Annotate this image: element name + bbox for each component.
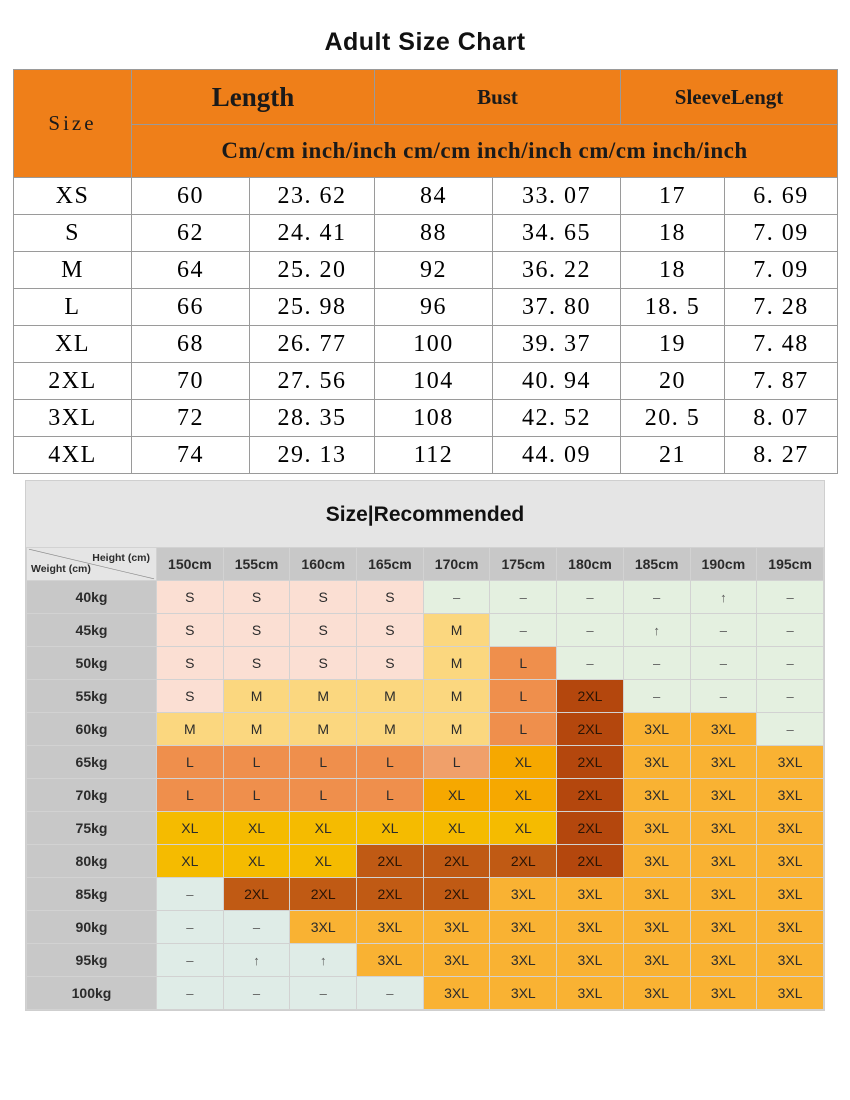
column-header-height: 180cm [557, 548, 624, 581]
cell-bust-cm: 100 [375, 326, 493, 363]
recommended-size-cell: 3XL [557, 878, 624, 911]
recommended-size-cell: 3XL [623, 845, 690, 878]
header-length: Length [132, 70, 375, 125]
header-size: Size [14, 70, 132, 178]
header-bust: Bust [375, 70, 621, 125]
table-row [27, 812, 824, 845]
recommended-size-cell: 3XL [623, 713, 690, 746]
recommended-size-cell: 3XL [623, 977, 690, 1010]
recommended-size-cell: – [223, 977, 290, 1010]
recommended-size-cell: 2XL [557, 845, 624, 878]
weight-axis-label: Weight (cm) [31, 563, 91, 575]
recommended-size-cell: 3XL [423, 944, 490, 977]
recommended-size-cell: 2XL [557, 746, 624, 779]
recommended-size-cell: 3XL [623, 944, 690, 977]
row-header-weight: 85kg [27, 878, 157, 911]
cell-sleeve-inch: 7. 48 [725, 326, 838, 363]
recommended-size-cell: L [223, 779, 290, 812]
row-header-weight: 45kg [27, 614, 157, 647]
recommended-size-cell: M [357, 713, 424, 746]
recommended-size-cell: 3XL [690, 713, 757, 746]
cell-sleeve-cm: 18. 5 [621, 289, 725, 326]
cell-length-inch: 25. 20 [250, 252, 375, 289]
cell-size: 3XL [14, 400, 132, 437]
recommended-size-cell: M [223, 680, 290, 713]
table-row [27, 746, 824, 779]
table-row [27, 713, 824, 746]
recommended-size-cell: 3XL [690, 911, 757, 944]
cell-sleeve-cm: 20 [621, 363, 725, 400]
recommended-size-cell: – [357, 977, 424, 1010]
cell-bust-inch: 42. 52 [493, 400, 621, 437]
cell-bust-inch: 39. 37 [493, 326, 621, 363]
recommended-size-cell: XL [157, 812, 224, 845]
recommended-size-cell: XL [223, 845, 290, 878]
recommended-size-cell: 3XL [623, 812, 690, 845]
cell-sleeve-cm: 21 [621, 437, 725, 474]
recommended-size-cell: 3XL [490, 878, 557, 911]
cell-length-inch: 27. 56 [250, 363, 375, 400]
row-header-weight: 55kg [27, 680, 157, 713]
cell-sleeve-inch: 6. 69 [725, 178, 838, 215]
size-recommendation-table [26, 547, 824, 1010]
recommended-title: Size|Recommended [26, 481, 824, 547]
recommended-size-cell: – [490, 581, 557, 614]
table-row [14, 326, 838, 363]
recommended-size-cell: 3XL [690, 746, 757, 779]
column-header-height: 150cm [157, 548, 224, 581]
recommended-size-cell: ↑ [623, 614, 690, 647]
recommended-size-cell: S [157, 647, 224, 680]
recommended-size-cell: – [623, 680, 690, 713]
recommended-size-cell: – [223, 911, 290, 944]
cell-sleeve-inch: 7. 28 [725, 289, 838, 326]
recommended-size-cell: – [690, 614, 757, 647]
cell-sleeve-cm: 20. 5 [621, 400, 725, 437]
recommended-size-cell: 3XL [757, 845, 824, 878]
cell-size: S [14, 215, 132, 252]
cell-bust-cm: 84 [375, 178, 493, 215]
recommended-size-cell: S [223, 614, 290, 647]
cell-size: M [14, 252, 132, 289]
recommended-size-cell: – [423, 581, 490, 614]
axis-corner-cell [27, 548, 157, 581]
row-header-weight: 80kg [27, 845, 157, 878]
recommended-size-cell: 3XL [757, 779, 824, 812]
row-header-weight: 95kg [27, 944, 157, 977]
column-header-height: 160cm [290, 548, 357, 581]
recommended-size-cell: S [290, 614, 357, 647]
recommended-size-cell: 2XL [557, 680, 624, 713]
recommended-size-cell: – [757, 614, 824, 647]
table-row [27, 944, 824, 977]
recommended-size-cell: 3XL [757, 812, 824, 845]
recommended-size-cell: M [423, 680, 490, 713]
recommended-size-cell: ↑ [223, 944, 290, 977]
cell-bust-cm: 96 [375, 289, 493, 326]
recommended-size-cell: L [223, 746, 290, 779]
recommended-size-cell: L [490, 680, 557, 713]
recommended-size-cell: XL [423, 812, 490, 845]
cell-length-cm: 74 [132, 437, 250, 474]
recommended-size-cell: – [490, 614, 557, 647]
table-row [14, 252, 838, 289]
table-row [14, 363, 838, 400]
column-header-height: 165cm [357, 548, 424, 581]
recommended-size-cell: – [623, 647, 690, 680]
column-header-height: 155cm [223, 548, 290, 581]
recommended-size-cell: M [423, 647, 490, 680]
cell-length-cm: 68 [132, 326, 250, 363]
recommended-size-cell: – [157, 878, 224, 911]
table-row [27, 614, 824, 647]
column-header-height: 185cm [623, 548, 690, 581]
recommended-size-cell: M [290, 680, 357, 713]
cell-size: 4XL [14, 437, 132, 474]
adult-size-chart-section [0, 0, 850, 474]
row-header-weight: 75kg [27, 812, 157, 845]
recommended-size-cell: XL [423, 779, 490, 812]
cell-length-cm: 66 [132, 289, 250, 326]
recommended-size-cell: 3XL [757, 911, 824, 944]
recommended-size-cell: L [290, 746, 357, 779]
recommended-size-cell: 3XL [557, 911, 624, 944]
recommended-size-cell: ↑ [690, 581, 757, 614]
cell-sleeve-inch: 8. 07 [725, 400, 838, 437]
cell-bust-cm: 88 [375, 215, 493, 252]
recommended-size-cell: M [423, 713, 490, 746]
cell-bust-cm: 112 [375, 437, 493, 474]
cell-size: XS [14, 178, 132, 215]
cell-length-inch: 29. 13 [250, 437, 375, 474]
cell-bust-inch: 33. 07 [493, 178, 621, 215]
recommended-size-cell: 3XL [690, 878, 757, 911]
table-row [27, 680, 824, 713]
recommended-size-cell: 3XL [757, 878, 824, 911]
table-row [27, 911, 824, 944]
recommended-size-cell: 3XL [623, 779, 690, 812]
header-sleeve-length: SleeveLengt [621, 70, 838, 125]
adult-size-table [13, 69, 838, 474]
recommended-size-cell: 3XL [557, 977, 624, 1010]
cell-bust-inch: 44. 09 [493, 437, 621, 474]
recommended-size-cell: 3XL [623, 911, 690, 944]
recommended-size-cell: – [690, 680, 757, 713]
recommended-size-cell: XL [490, 746, 557, 779]
recommended-size-cell: – [157, 977, 224, 1010]
cell-bust-inch: 34. 65 [493, 215, 621, 252]
recommended-size-cell: L [490, 713, 557, 746]
table-row [27, 878, 824, 911]
cell-bust-cm: 92 [375, 252, 493, 289]
cell-length-cm: 60 [132, 178, 250, 215]
cell-sleeve-inch: 7. 09 [725, 215, 838, 252]
cell-bust-inch: 37. 80 [493, 289, 621, 326]
recommended-size-cell: L [290, 779, 357, 812]
recommended-size-cell: 3XL [490, 977, 557, 1010]
recommended-size-cell: – [757, 713, 824, 746]
cell-length-inch: 24. 41 [250, 215, 375, 252]
recommended-size-cell: M [157, 713, 224, 746]
row-header-weight: 65kg [27, 746, 157, 779]
recommended-size-cell: 2XL [357, 845, 424, 878]
cell-size: XL [14, 326, 132, 363]
row-header-weight: 100kg [27, 977, 157, 1010]
table-row [27, 977, 824, 1010]
cell-length-inch: 28. 35 [250, 400, 375, 437]
recommended-size-cell: 2XL [490, 845, 557, 878]
recommended-size-cell: 3XL [757, 944, 824, 977]
recommended-size-cell: XL [357, 812, 424, 845]
cell-length-cm: 70 [132, 363, 250, 400]
page-title: Adult Size Chart [324, 28, 526, 56]
cell-bust-inch: 40. 94 [493, 363, 621, 400]
cell-bust-cm: 108 [375, 400, 493, 437]
recommended-size-cell: – [557, 647, 624, 680]
row-header-weight: 70kg [27, 779, 157, 812]
recommended-size-cell: M [223, 713, 290, 746]
recommended-size-cell: 3XL [423, 977, 490, 1010]
cell-length-cm: 62 [132, 215, 250, 252]
recommended-size-cell: XL [290, 812, 357, 845]
recommended-size-cell: ↑ [290, 944, 357, 977]
cell-length-inch: 25. 98 [250, 289, 375, 326]
recommended-size-cell: M [357, 680, 424, 713]
recommended-size-cell: – [757, 581, 824, 614]
recommended-size-cell: XL [157, 845, 224, 878]
cell-bust-cm: 104 [375, 363, 493, 400]
cell-sleeve-inch: 7. 09 [725, 252, 838, 289]
recommended-size-cell: S [357, 581, 424, 614]
size-recommended-section [25, 480, 825, 1011]
cell-sleeve-inch: 7. 87 [725, 363, 838, 400]
cell-size: 2XL [14, 363, 132, 400]
recommended-size-cell: 3XL [690, 845, 757, 878]
recommended-size-cell: – [557, 581, 624, 614]
row-header-weight: 40kg [27, 581, 157, 614]
recommended-size-cell: – [757, 647, 824, 680]
recommended-size-cell: XL [490, 779, 557, 812]
recommended-size-cell: – [157, 911, 224, 944]
column-header-height: 175cm [490, 548, 557, 581]
recommended-size-cell: 3XL [623, 878, 690, 911]
recommended-size-cell: XL [223, 812, 290, 845]
recommended-size-cell: 3XL [357, 911, 424, 944]
recommended-size-cell: S [357, 647, 424, 680]
recommended-size-cell: 2XL [423, 845, 490, 878]
table-row [27, 647, 824, 680]
recommended-size-cell: L [157, 779, 224, 812]
recommended-size-cell: 3XL [357, 944, 424, 977]
recommended-size-cell: XL [290, 845, 357, 878]
recommended-size-cell: L [357, 746, 424, 779]
column-header-height: 170cm [423, 548, 490, 581]
recommended-size-cell: 2XL [357, 878, 424, 911]
cell-length-cm: 72 [132, 400, 250, 437]
recommended-size-cell: 3XL [690, 944, 757, 977]
recommended-size-cell: S [290, 581, 357, 614]
table-units-row [14, 125, 838, 178]
recommended-size-cell: 3XL [690, 812, 757, 845]
row-header-weight: 50kg [27, 647, 157, 680]
table-row [14, 400, 838, 437]
recommended-size-cell: S [157, 680, 224, 713]
row-header-weight: 90kg [27, 911, 157, 944]
table-row [14, 437, 838, 474]
recommended-size-cell: – [557, 614, 624, 647]
column-header-height: 195cm [757, 548, 824, 581]
recommended-size-cell: 3XL [757, 977, 824, 1010]
table-row [27, 845, 824, 878]
recommended-size-cell: 3XL [290, 911, 357, 944]
column-header-height: 190cm [690, 548, 757, 581]
height-axis-label: Height (cm) [92, 552, 150, 564]
recommended-size-cell: S [157, 614, 224, 647]
cell-sleeve-inch: 8. 27 [725, 437, 838, 474]
recommended-size-cell: – [623, 581, 690, 614]
table-row [27, 779, 824, 812]
table-row [14, 178, 838, 215]
cell-sleeve-cm: 18 [621, 252, 725, 289]
table-row [27, 581, 824, 614]
cell-size: L [14, 289, 132, 326]
cell-bust-inch: 36. 22 [493, 252, 621, 289]
recommended-size-cell: – [157, 944, 224, 977]
recommended-size-cell: 3XL [757, 746, 824, 779]
recommended-size-cell: 3XL [490, 911, 557, 944]
recommended-size-cell: – [290, 977, 357, 1010]
recommended-size-cell: 3XL [623, 746, 690, 779]
table-row [14, 289, 838, 326]
cell-sleeve-cm: 17 [621, 178, 725, 215]
header-units: Cm/cm inch/inch cm/cm inch/inch cm/cm inch/inch [132, 125, 838, 178]
recommended-size-cell: M [290, 713, 357, 746]
recommended-size-cell: 3XL [423, 911, 490, 944]
recommended-size-cell: 2XL [290, 878, 357, 911]
recommended-size-cell: 3XL [490, 944, 557, 977]
recommended-size-cell: L [157, 746, 224, 779]
table-row [14, 215, 838, 252]
cell-sleeve-cm: 18 [621, 215, 725, 252]
recommended-size-cell: S [223, 647, 290, 680]
recommended-size-cell: S [157, 581, 224, 614]
cell-length-inch: 26. 77 [250, 326, 375, 363]
recommended-size-cell: 2XL [557, 812, 624, 845]
row-header-weight: 60kg [27, 713, 157, 746]
recommended-size-cell: 3XL [557, 944, 624, 977]
recommended-size-cell: S [357, 614, 424, 647]
recommended-size-cell: L [357, 779, 424, 812]
cell-sleeve-cm: 19 [621, 326, 725, 363]
cell-length-cm: 64 [132, 252, 250, 289]
recommended-size-cell: 3XL [690, 779, 757, 812]
recommended-size-cell: XL [490, 812, 557, 845]
recommended-size-cell: S [290, 647, 357, 680]
recommended-size-cell: L [423, 746, 490, 779]
recommended-size-cell: – [690, 647, 757, 680]
recommended-size-cell: 3XL [690, 977, 757, 1010]
recommended-size-cell: 2XL [557, 779, 624, 812]
table-header-row [14, 70, 838, 125]
recommended-size-cell: – [757, 680, 824, 713]
recommended-size-cell: 2XL [423, 878, 490, 911]
cell-length-inch: 23. 62 [250, 178, 375, 215]
rec-header-row [27, 548, 824, 581]
recommended-size-cell: M [423, 614, 490, 647]
recommended-size-cell: 2XL [223, 878, 290, 911]
recommended-size-cell: L [490, 647, 557, 680]
recommended-size-cell: 2XL [557, 713, 624, 746]
recommended-size-cell: S [223, 581, 290, 614]
